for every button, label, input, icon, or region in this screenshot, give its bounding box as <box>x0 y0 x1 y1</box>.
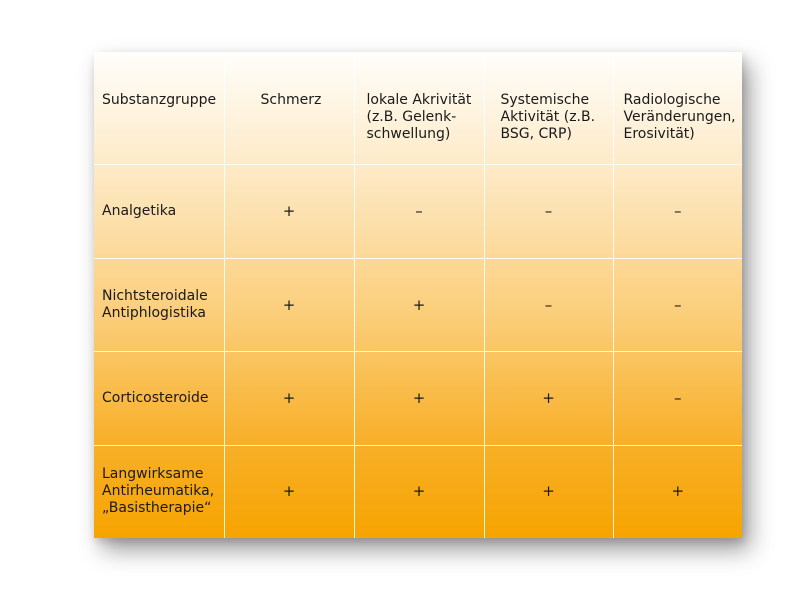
cell-mark: + <box>282 388 296 407</box>
table-cell <box>484 352 613 445</box>
cell-mark: – <box>544 202 553 221</box>
row-label-cell <box>94 445 224 538</box>
cell-mark: – <box>674 295 682 314</box>
cell-mark: + <box>412 388 426 407</box>
table-cell <box>224 445 354 538</box>
row-label-cell <box>94 352 224 445</box>
table-cell <box>354 352 484 445</box>
table-row <box>94 352 742 445</box>
table-cell <box>224 165 354 258</box>
table-row <box>94 165 742 258</box>
table-cell <box>354 258 484 351</box>
row-label-cell <box>94 165 224 258</box>
table-cell <box>613 352 742 445</box>
table-cell <box>613 165 742 258</box>
table-cell <box>484 445 613 538</box>
header-text: Radiologische Veränderungen, Erosivität) <box>623 92 736 142</box>
table-cell <box>224 258 354 351</box>
table-row <box>94 258 742 351</box>
row-label: Analgetika <box>102 203 177 220</box>
table-cell <box>354 165 484 258</box>
header-substanzgruppe <box>94 52 224 165</box>
row-label: Corticosteroide <box>102 389 209 406</box>
header-text: lokale Akrivität (z.B. Gelenk- schwellung) <box>366 92 472 142</box>
header-text: Schmerz <box>260 92 322 108</box>
header-schmerz <box>224 52 354 165</box>
cell-mark: + <box>671 482 685 501</box>
table-cell <box>484 165 613 258</box>
cell-mark: + <box>282 202 296 221</box>
cell-mark: + <box>542 388 555 407</box>
row-label: Nichtsteroidale Antiphlogistika <box>102 288 208 322</box>
cell-mark: – <box>674 388 682 407</box>
table-card <box>94 52 742 538</box>
row-label: Langwirksame Antirheumatika, „Basistherapie“ <box>102 466 215 517</box>
cell-mark: – <box>415 202 423 221</box>
header-lokale-aktivitaet <box>354 52 484 165</box>
header-radiologische-veraenderungen <box>613 52 742 165</box>
row-label-cell <box>94 258 224 351</box>
header-systemische-aktivitaet <box>484 52 613 165</box>
table-cell <box>613 258 742 351</box>
header-text: Substanzgruppe <box>102 92 217 108</box>
table-cell <box>354 445 484 538</box>
table-cell <box>224 352 354 445</box>
table-cell <box>484 258 613 351</box>
table-row <box>94 445 742 538</box>
cell-mark: + <box>412 295 426 314</box>
header-text: Systemische Aktivität (z.B. BSG, CRP) <box>500 92 596 142</box>
table-header-row <box>94 52 742 165</box>
table-cell <box>613 445 742 538</box>
cell-mark: – <box>544 295 553 314</box>
cell-mark: – <box>674 202 682 221</box>
cell-mark: + <box>542 482 555 501</box>
cell-mark: + <box>282 295 296 314</box>
cell-mark: + <box>282 482 296 501</box>
cell-mark: + <box>412 482 426 501</box>
therapy-table <box>94 52 742 538</box>
